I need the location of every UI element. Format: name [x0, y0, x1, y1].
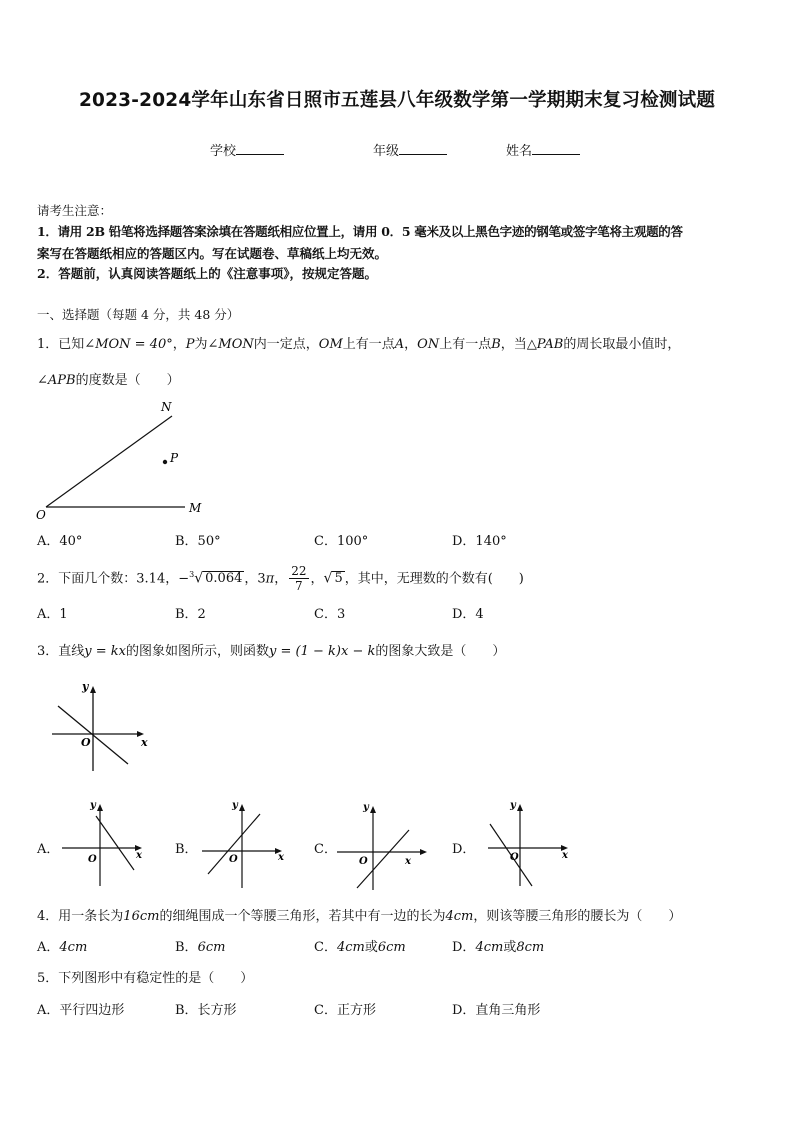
- notice-item1-line1: 1．请用 2B 铅笔将选择题答案涂填在答题纸相应位置上，请用 0．5 毫米及以上黑色字迹的钢笔或签字笔将主观题的答: [37, 224, 683, 239]
- y-label: y: [510, 800, 516, 811]
- point-p: [163, 460, 167, 464]
- label-n: N: [161, 400, 172, 414]
- q2-pi: π: [265, 571, 275, 587]
- q3-option-a[interactable]: A．: [37, 842, 60, 857]
- notice-item2: 2．答题前，认真阅读答题纸上的《注意事项》，按规定答题。: [37, 266, 377, 281]
- q4-number: 4．: [37, 909, 59, 924]
- question-1: [37, 333, 680, 352]
- y-arrow-icon: [370, 806, 376, 813]
- x-label: x: [136, 850, 142, 861]
- q2-sqrt5: 5: [334, 571, 343, 587]
- q2-text: 下面几个数：3.14，: [58, 571, 179, 587]
- q3-text: 直线: [58, 644, 85, 659]
- q2-number: 2．: [37, 571, 59, 587]
- q4-length: 16cm: [123, 909, 160, 924]
- q1-point-b: B: [491, 337, 501, 352]
- q1-ray-on: ON: [417, 337, 440, 352]
- q1-text: ，: [172, 337, 186, 352]
- q3-option-d[interactable]: D．: [452, 842, 476, 857]
- q1-text: 的度数是（ ）: [75, 373, 180, 388]
- origin-label: O: [359, 856, 368, 867]
- name-label: 姓名: [506, 144, 533, 159]
- q1-text: 的周长取最小值时，: [563, 337, 681, 352]
- school-blank[interactable]: [236, 142, 284, 155]
- grade-label: 年级: [373, 144, 400, 159]
- q2-frac-den: 7: [295, 579, 303, 594]
- y-label: y: [232, 800, 238, 811]
- q2-option-a[interactable]: A．1: [37, 607, 68, 622]
- origin-label: O: [229, 854, 238, 865]
- label-p: P: [170, 451, 179, 465]
- q2-root-index: 3: [189, 570, 195, 579]
- q4-text: ，则该等腰三角形的腰长为（ ）: [473, 909, 682, 924]
- q3-option-c-graph[interactable]: [333, 798, 433, 893]
- q1-text: 上有一点: [439, 337, 492, 352]
- q5-option-a[interactable]: A．平行四边形: [37, 1003, 125, 1018]
- q3-option-c[interactable]: C．: [314, 842, 337, 857]
- q4-option-b[interactable]: B．6cm: [175, 940, 226, 955]
- label-m: M: [189, 501, 202, 515]
- x-label: x: [562, 850, 568, 861]
- q1-option-c[interactable]: C．100°: [314, 534, 369, 549]
- q2-text: ，: [310, 571, 324, 587]
- q5-option-d[interactable]: D．直角三角形: [452, 1003, 541, 1018]
- q1-angle-apb: ∠APB: [37, 373, 76, 388]
- q2-fraction: [289, 564, 308, 593]
- q4-option-d[interactable]: D．4cm或8cm: [452, 940, 545, 955]
- q3-number: 3．: [37, 644, 59, 659]
- origin-label: O: [510, 852, 519, 863]
- ray-on: [46, 416, 172, 507]
- x-label: x: [141, 736, 148, 749]
- q1-text: ，: [404, 337, 418, 352]
- y-label: y: [90, 800, 96, 811]
- q1-text: 已知: [58, 337, 85, 352]
- notice-heading: 请考生注意：: [37, 203, 113, 218]
- question-1-line2: [37, 369, 180, 388]
- q3-main-graph: [44, 676, 164, 776]
- q1-figure: [30, 396, 210, 526]
- section-heading: 一、选择题（每题 4 分，共 48 分）: [37, 307, 240, 322]
- q1-angle2: ∠MON: [207, 337, 254, 352]
- q4-text: 用一条长为: [58, 909, 124, 924]
- q4-side: 4cm: [445, 909, 474, 924]
- q2-option-c[interactable]: C．3: [314, 607, 346, 622]
- q2-radicand: 0.064: [205, 571, 243, 587]
- y-arrow-icon: [239, 804, 245, 811]
- notice-item1-line2: 案写在答题纸相应的答题区内。写在试题卷、草稿纸上均无效。: [37, 246, 388, 261]
- q3-option-a-graph[interactable]: [58, 796, 148, 891]
- q3-option-b-graph[interactable]: [198, 796, 288, 891]
- q3-text: 的图象如图所示，则函数: [126, 644, 270, 659]
- origin-label: O: [81, 736, 91, 749]
- grade-blank[interactable]: [399, 142, 447, 155]
- origin-label: O: [88, 854, 97, 865]
- label-o: O: [36, 508, 46, 522]
- question-2: 2．下面几个数：3.14，−$^3$√ 0.064 ，3π， $\frac{22}{7}$ ，√ 5 ，其中，无理数的个数有( ): [37, 564, 524, 594]
- school-label: 学校: [210, 144, 237, 159]
- question-4: [37, 905, 681, 924]
- question-3: [37, 640, 505, 659]
- x-arrow-icon: [420, 849, 427, 855]
- q1-point-a: A: [394, 337, 405, 352]
- q1-text: 内一定点，: [253, 337, 319, 352]
- q4-option-c[interactable]: C．4cm或6cm: [314, 940, 406, 955]
- grade-field: [373, 140, 447, 159]
- graph-line: [96, 816, 134, 870]
- q1-text: 上有一点: [342, 337, 395, 352]
- q3-option-d-graph[interactable]: [484, 796, 574, 891]
- x-label: x: [405, 856, 411, 867]
- q1-option-d[interactable]: D．140°: [452, 534, 507, 549]
- q1-option-b[interactable]: B．50°: [175, 534, 221, 549]
- y-label: y: [363, 802, 369, 813]
- q2-option-d[interactable]: D．4: [452, 607, 484, 622]
- q5-option-b[interactable]: B．长方形: [175, 1003, 237, 1018]
- q1-point-p: P: [185, 337, 195, 352]
- page-title: 2023-2024学年山东省日照市五莲县八年级数学第一学期期末复习检测试题: [78, 90, 716, 111]
- graph-line: [208, 814, 260, 874]
- q3-formula-2: y = (1 − k)x − k: [269, 644, 376, 659]
- q3-text: 的图象大致是（ ）: [375, 644, 506, 659]
- q2-option-b[interactable]: B．2: [175, 607, 206, 622]
- q1-triangle: △PAB: [526, 337, 564, 352]
- q1-text: ，当: [500, 337, 527, 352]
- q4-text: 的细绳围成一个等腰三角形，若其中有一边的长为: [159, 909, 446, 924]
- q1-number: 1．: [37, 337, 59, 352]
- name-blank[interactable]: [532, 142, 580, 155]
- q1-angle: ∠MON = 40°: [84, 337, 173, 352]
- q1-option-a[interactable]: A．40°: [37, 534, 83, 549]
- q2-minus: −: [178, 571, 190, 587]
- x-label: x: [278, 852, 284, 863]
- question-5: [37, 967, 253, 986]
- y-arrow-icon: [90, 686, 96, 693]
- q3-formula-1: y = kx: [84, 644, 127, 659]
- name-field: [506, 140, 580, 159]
- q2-text: ，: [274, 571, 288, 587]
- q5-text: 下列图形中有稳定性的是（ ）: [58, 971, 254, 986]
- y-arrow-icon: [517, 804, 523, 811]
- q2-text: ，3: [244, 571, 266, 587]
- q1-ray-om: OM: [318, 337, 343, 352]
- q5-option-c[interactable]: C．正方形: [314, 1003, 376, 1018]
- school-field: [210, 140, 284, 159]
- q2-frac-num: 22: [291, 564, 307, 579]
- q4-option-a[interactable]: A．4cm: [37, 940, 88, 955]
- y-label: y: [82, 680, 89, 693]
- q3-option-b[interactable]: B．: [175, 842, 198, 857]
- q2-text: ，其中，无理数的个数有( ): [344, 571, 524, 587]
- q1-text: 为: [194, 337, 208, 352]
- q5-number: 5．: [37, 971, 59, 986]
- y-arrow-icon: [97, 804, 103, 811]
